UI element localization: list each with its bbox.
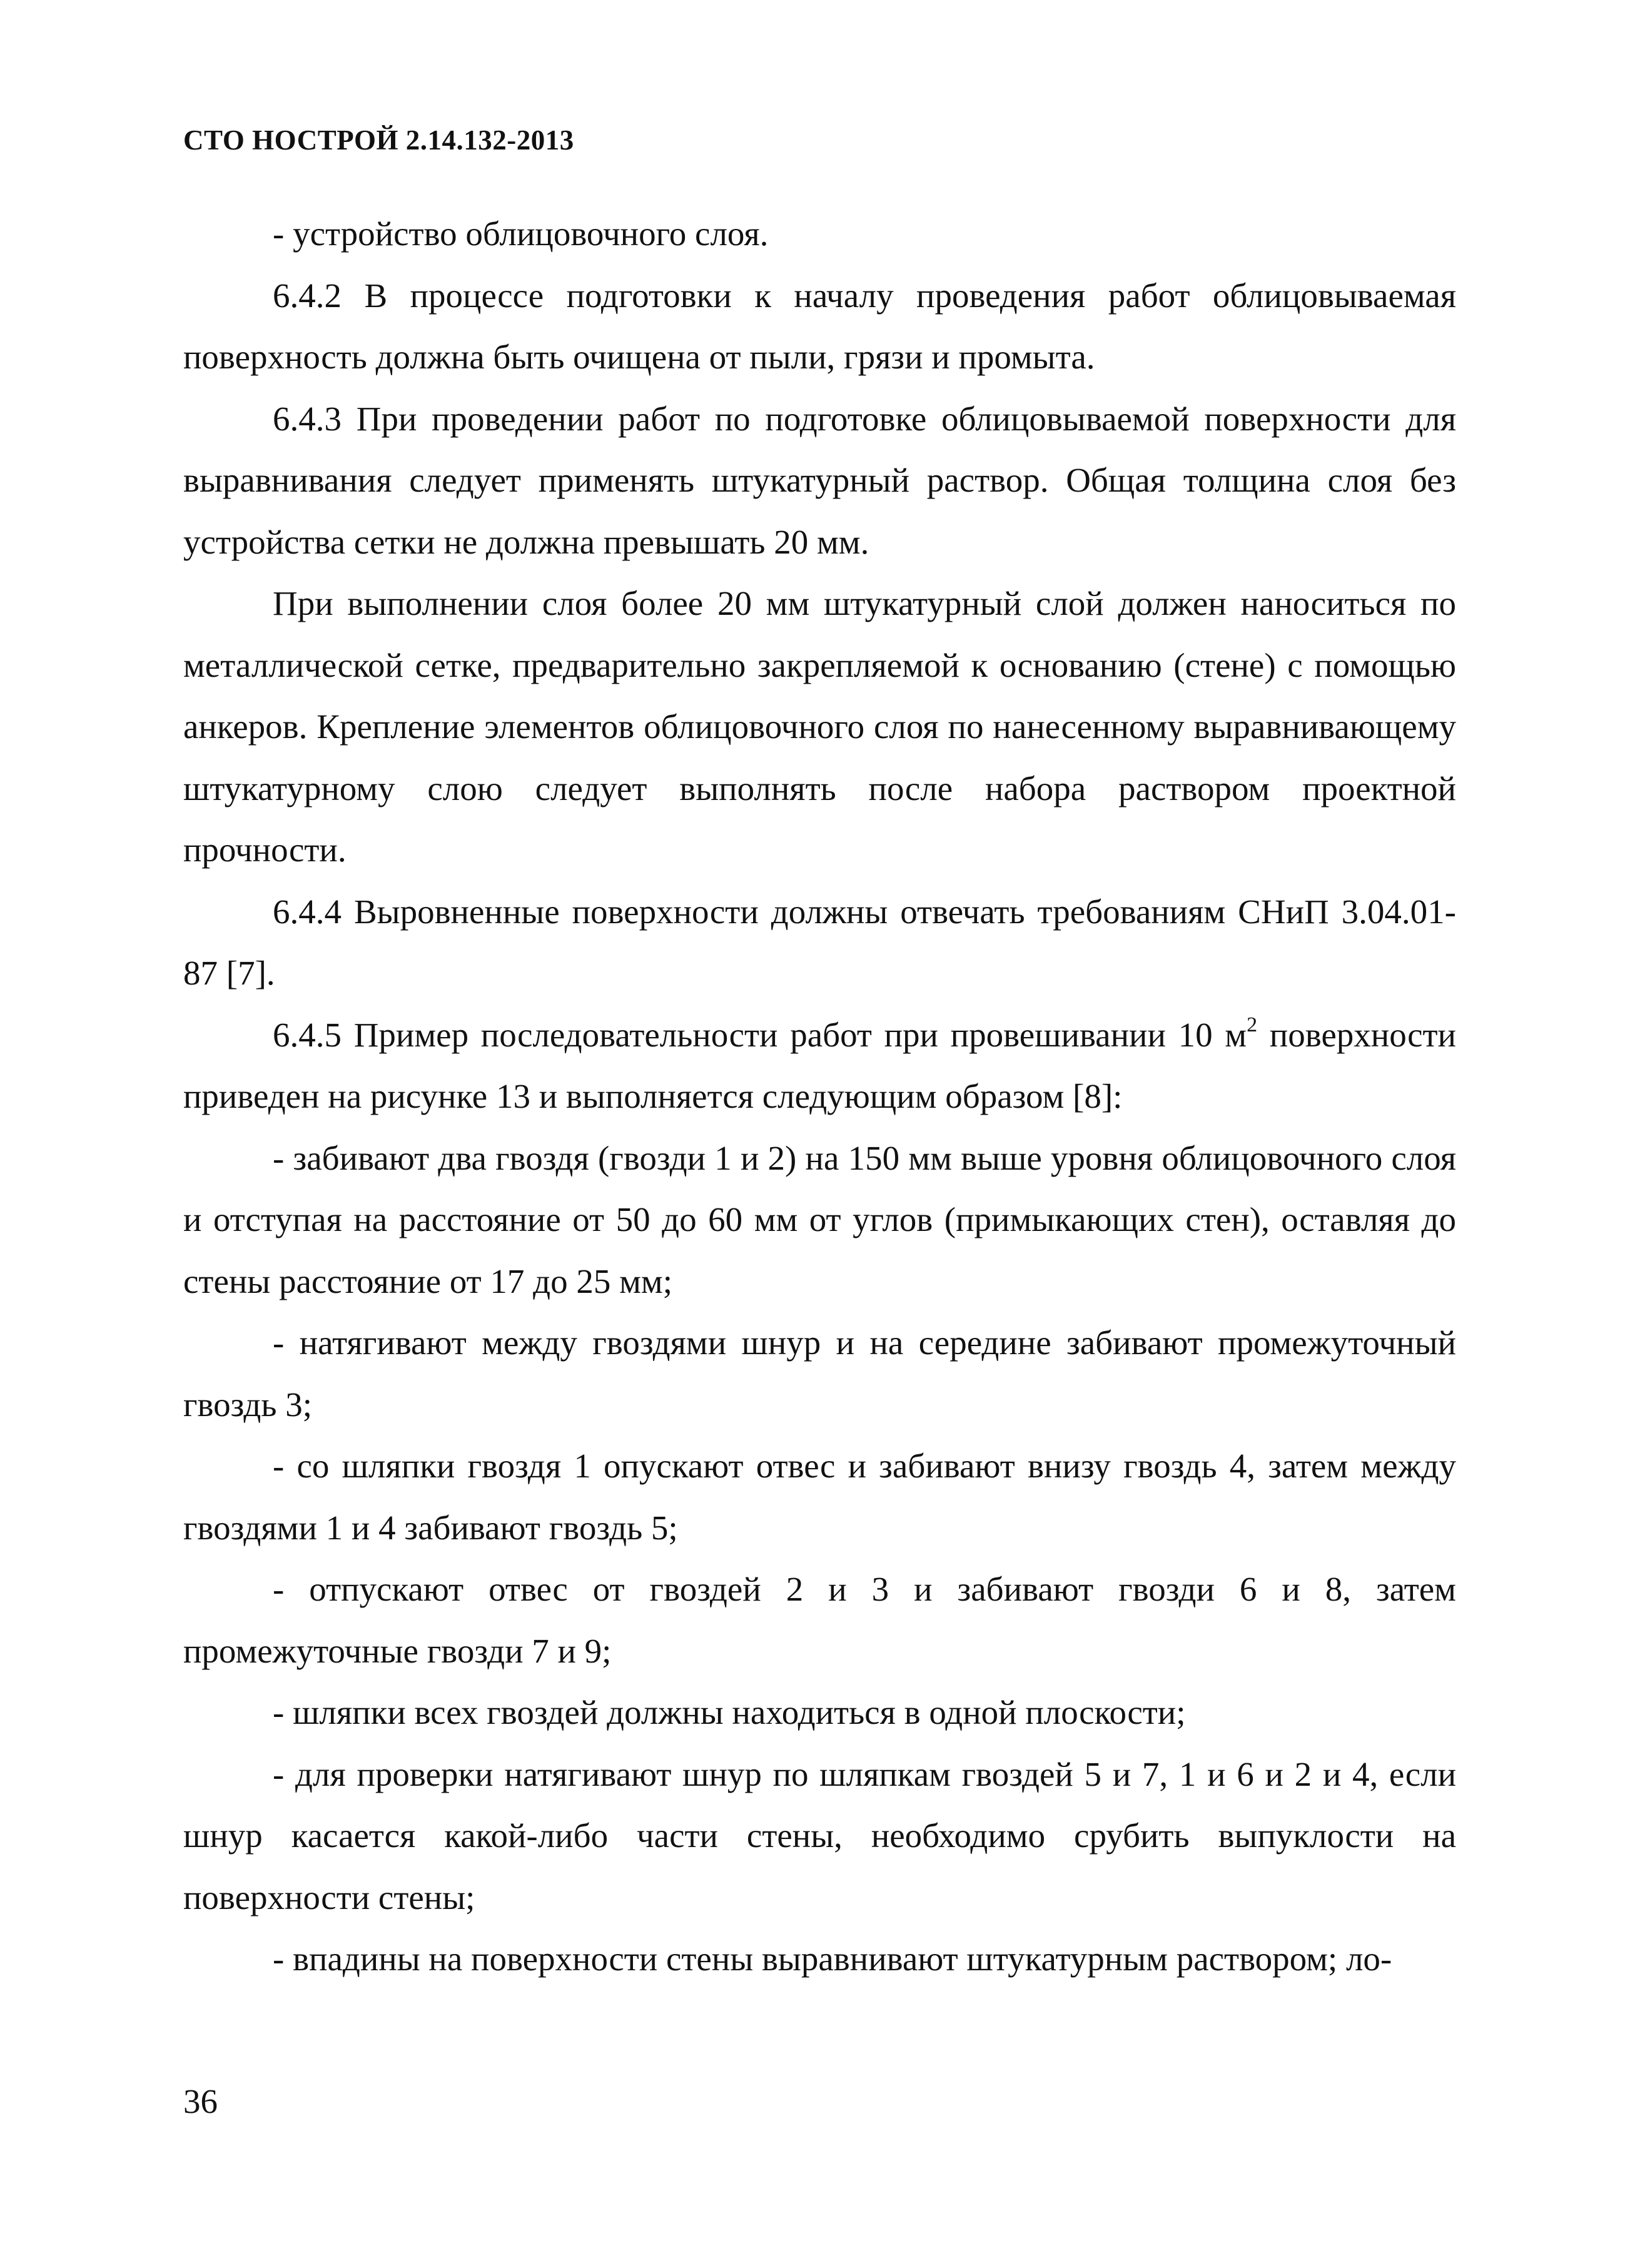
list-item-drive-two-nails: - забивают два гвоздя (гвозди 1 и 2) на 150 мм выше уровня облицовочного слоя и отступая на расстояние от 50 до 60 мм от углов (примыкающих стен), оставляя до стены расстояние от 17 до 25 мм;	[183, 1138, 1456, 1300]
paragraph-list-item-cladding-layer: - устройство облицовочного слоя.	[273, 215, 769, 253]
paragraph-plaster-mesh: При выполнении слоя более 20 мм штукатурный слой должен наноситься по металлической сетке, предварительно закрепляемой к основанию (стене) с помощью анкеров. Крепление элементов облицовочного слоя по нанесенному выравнивающему штукатурному слою следует выполнять после набора раствором проектной прочности.	[183, 584, 1456, 869]
paragraph-6-4-5-end: поверхности приведен на рисунке 13 и выполняется следующим образом [8]:	[183, 1015, 1456, 1115]
list-item-plumb-line-nail-1: - со шляпки гвоздя 1 опускают отвес и забивают внизу гвоздь 4, затем между гвоздями 1 и 4 забивают гвоздь 5;	[183, 1447, 1456, 1547]
body-text	[183, 203, 1456, 1990]
list-item-plumb-line-nails-2-3: - отпускают отвес от гвоздей 2 и 3 и забивают гвозди 6 и 8, затем промежуточные гвозди 7 и 9;	[183, 1570, 1456, 1670]
list-item-nail-heads-plane: - шляпки всех гвоздей должны находиться в одной плоскости;	[273, 1693, 1186, 1731]
list-item-check-cord: - для проверки натягивают шнур по шляпкам гвоздей 5 и 7, 1 и 6 и 2 и 4, если шнур касается какой-либо части стены, необходимо срубить выпуклости на поверхности стены;	[183, 1754, 1456, 1916]
list-item-stretch-cord: - натягивают между гвоздями шнур и на середине забивают промежуточный гвоздь 3;	[183, 1324, 1456, 1424]
superscript-two: 2	[1247, 1013, 1258, 1036]
page-number: 36	[183, 2082, 218, 2120]
paragraph-6-4-4: 6.4.4 Выровненные поверхности должны отвечать требованиям СНиП 3.04.01-87 [7].	[183, 892, 1456, 992]
document-header: СТО НОСТРОЙ 2.14.132-2013	[183, 124, 574, 156]
paragraph-6-4-3: 6.4.3 При проведении работ по подготовке облицовываемой поверхности для выравнивания следует применять штукатурный раствор. Общая толщина слоя без устройства сетки не должна превышать 20 мм.	[183, 399, 1456, 561]
paragraph-6-4-5-start: 6.4.5 Пример последовательности работ при провешивании 10 м	[273, 1015, 1247, 1054]
list-item-fill-hollows: - впадины на поверхности стены выравнивают штукатурным раствором; ло-	[273, 1940, 1392, 1978]
paragraph-6-4-2: 6.4.2 В процессе подготовки к началу проведения работ облицовываемая поверхность должна быть очищена от пыли, грязи и промыта.	[183, 276, 1456, 376]
paragraph-6-4-5	[183, 1005, 1456, 1128]
